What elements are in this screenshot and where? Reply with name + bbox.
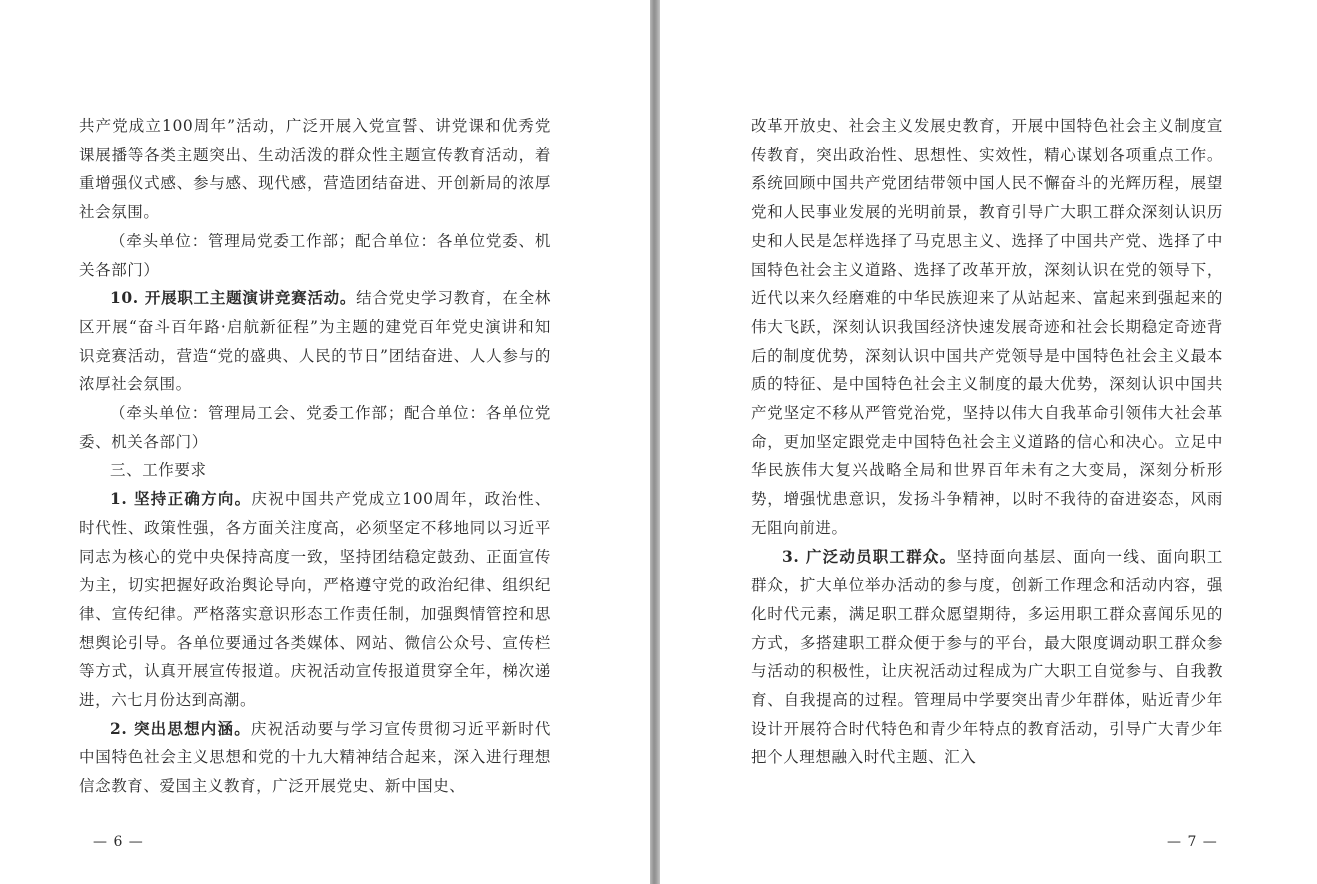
paragraph <box>79 456 551 485</box>
paragraph-text: 三、工作要求 <box>110 461 207 480</box>
paragraph <box>79 112 551 227</box>
paragraph-text: 坚持面向基层、面向一线、面向职工群众，扩大单位举办活动的参与度，创新工作理念和活动内容，强化时代元素，满足职工群众愿望期待，多运用职工群众喜闻乐见的方式，多搭建职工群众便于参与的平台，最大限度调动职工群众参与活动的积极性，让庆祝活动过程成为广大职工自觉参与、自我教育、自我提高的过程。管理局中学要突出青少年群体，贴近青少年设计开展符合时代特色和青少年特点的教育活动，引导广大青少年把个人理想融入时代主题、汇入 <box>751 547 1223 767</box>
left-page <box>0 0 650 884</box>
paragraph <box>79 227 551 284</box>
right-page-body <box>751 112 1223 772</box>
paragraph <box>79 399 551 456</box>
paragraph <box>79 715 551 801</box>
paragraph <box>79 284 551 399</box>
paragraph-heading: 10. 开展职工主题演讲竞赛活动。 <box>110 288 357 308</box>
page-gutter <box>650 0 660 884</box>
paragraph-heading: 1. 坚持正确方向。 <box>110 489 252 509</box>
paragraph-text: 庆祝中国共产党成立100周年，政治性、时代性、政策性强，各方面关注度高，必须坚定不移地同以习近平同志为核心的党中央保持高度一致，坚持团结稳定鼓劲、正面宣传为主，切实把握好政治舆论导向，严格遵守党的政治纪律、组织纪律、宣传纪律。严格落实意识形态工作责任制，加强舆情管控和思想舆论引导。各单位要通过各类媒体、网站、微信公众号、宣传栏等方式，认真开展宣传报道。庆祝活动宣传报道贯穿全年，梯次递进，六七月份达到高潮。 <box>79 490 551 710</box>
left-page-body <box>79 112 551 801</box>
paragraph-text: 庆祝活动要与学习宣传贯彻习近平新时代中国特色社会主义思想和党的十九大精神结合起来，深入进行理想信念教育、爱国主义教育，广泛开展党史、新中国史、 <box>79 719 551 796</box>
page-number-left: — 6 — <box>93 834 144 850</box>
paragraph-heading: 3. 广泛动员职工群众。 <box>782 546 957 566</box>
paragraph-text: （牵头单位：管理局党委工作部；配合单位：各单位党委、机关各部门） <box>79 231 551 279</box>
paragraph-text: 共产党成立100周年”活动，广泛开展入党宣誓、讲党课和优秀党课展播等各类主题突出、生动活泼的群众性主题宣传教育活动，着重增强仪式感、参与感、现代感，营造团结奋进、开创新局的浓厚社会氛围。 <box>79 117 551 222</box>
paragraph-text: 结合党史学习教育，在全林区开展“奋斗百年路·启航新征程”为主题的建党百年党史演讲和知识竞赛活动，营造“党的盛典、人民的节日”团结奋进、人人参与的浓厚社会氛围。 <box>79 289 551 394</box>
paragraph <box>751 543 1223 773</box>
right-page <box>660 0 1317 884</box>
paragraph <box>751 112 1223 543</box>
paragraph-text: （牵头单位：管理局工会、党委工作部；配合单位：各单位党委、机关各部门） <box>79 404 551 451</box>
page-number-right: — 7 — <box>1167 834 1218 850</box>
paragraph-heading: 2. 突出思想内涵。 <box>110 718 251 738</box>
paragraph <box>79 485 551 715</box>
paragraph-text: 改革开放史、社会主义发展史教育，开展中国特色社会主义制度宣传教育，突出政治性、思想性、实效性，精心谋划各项重点工作。系统回顾中国共产党团结带领中国人民不懈奋斗的光辉历程，展望党和人民事业发展的光明前景，教育引导广大职工群众深刻认识历史和人民是怎样选择了马克思主义、选择了中国共产党、选择了中国特色社会主义道路、选择了改革开放，深刻认识在党的领导下，近代以来久经磨难的中华民族迎来了从站起来、富起来到强起来的伟大飞跃，深刻认识我国经济快速发展奇迹和社会长期稳定奇迹背后的制度优势，深刻认识中国共产党领导是中国特色社会主义最本质的特征、是中国特色社会主义制度的最大优势，深刻认识中国共产党坚定不移从严管党治党，坚持以伟大自我革命引领伟大社会革命，更加坚定跟党走中国特色社会主义道路的信心和决心。立足中华民族伟大复兴战略全局和世界百年未有之大变局，深刻分析形势，增强忧患意识，发扬斗争精神，以时不我待的奋进姿态，风雨无阻向前进。 <box>751 117 1223 537</box>
